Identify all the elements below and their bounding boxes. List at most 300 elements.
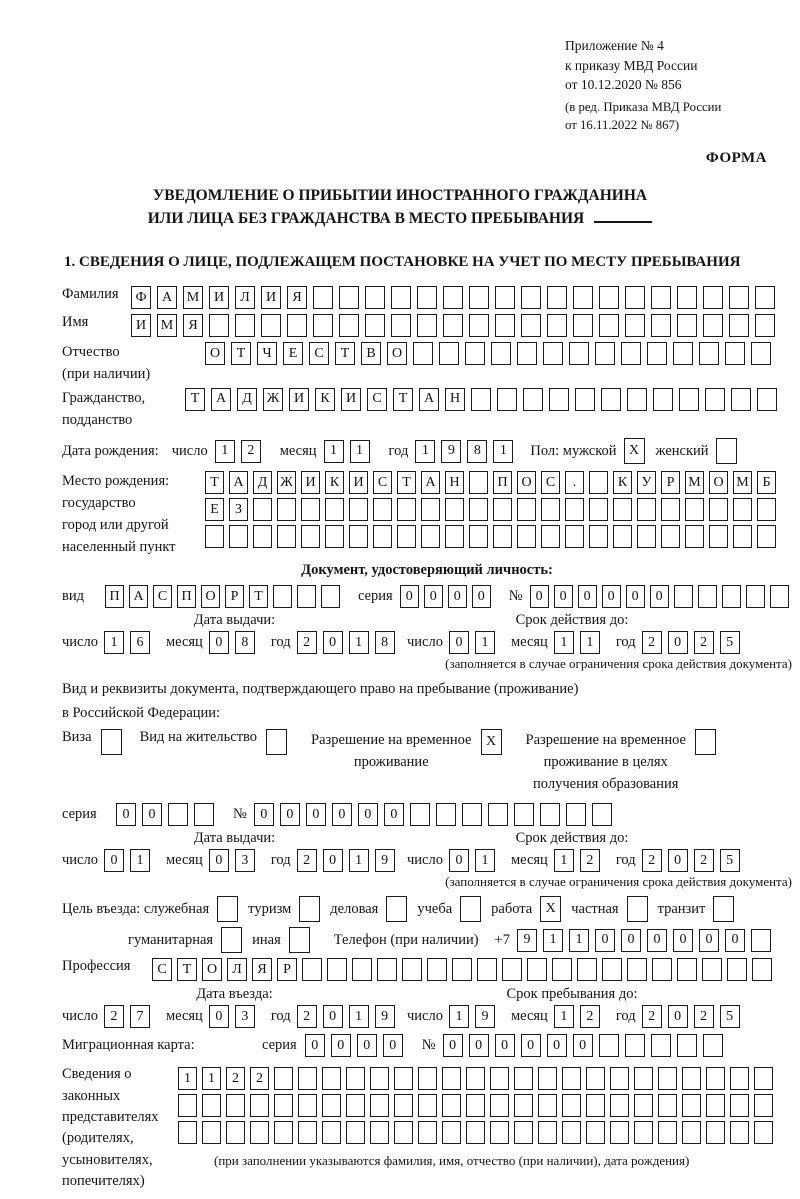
- char-cell[interactable]: [391, 314, 411, 337]
- char-cell[interactable]: 2: [250, 1067, 269, 1090]
- char-cell[interactable]: Т: [177, 958, 197, 981]
- patronymic-cells[interactable]: [205, 342, 777, 365]
- char-cell[interactable]: [754, 1121, 773, 1144]
- char-cell[interactable]: 2: [694, 1005, 714, 1028]
- char-cell[interactable]: [466, 1121, 485, 1144]
- char-cell[interactable]: [445, 525, 464, 548]
- birth-month-cells[interactable]: [324, 440, 376, 463]
- char-cell[interactable]: 8: [375, 631, 395, 654]
- char-cell[interactable]: [427, 958, 447, 981]
- char-cell[interactable]: [658, 1094, 677, 1117]
- char-cell[interactable]: [586, 1121, 605, 1144]
- char-cell[interactable]: [469, 286, 489, 309]
- char-cell[interactable]: [469, 498, 488, 521]
- char-cell[interactable]: 0: [547, 1034, 567, 1057]
- char-cell[interactable]: [746, 585, 765, 608]
- char-cell[interactable]: [370, 1067, 389, 1090]
- char-cell[interactable]: 2: [580, 1005, 600, 1028]
- purpose-private-checkbox[interactable]: [627, 896, 648, 922]
- char-cell[interactable]: [725, 342, 745, 365]
- char-cell[interactable]: [599, 1034, 619, 1057]
- char-cell[interactable]: [466, 1094, 485, 1117]
- doc-valid-day-cells[interactable]: [449, 631, 501, 654]
- char-cell[interactable]: 5: [720, 631, 740, 654]
- char-cell[interactable]: [394, 1121, 413, 1144]
- char-cell[interactable]: А: [419, 388, 439, 411]
- char-cell[interactable]: [346, 1121, 365, 1144]
- char-cell[interactable]: [706, 1121, 725, 1144]
- char-cell[interactable]: Т: [249, 585, 268, 608]
- char-cell[interactable]: [592, 803, 612, 826]
- char-cell[interactable]: 3: [235, 849, 255, 872]
- char-cell[interactable]: [703, 1034, 723, 1057]
- char-cell[interactable]: [751, 929, 771, 952]
- char-cell[interactable]: 0: [400, 585, 419, 608]
- char-cell[interactable]: [250, 1094, 269, 1117]
- char-cell[interactable]: 0: [280, 803, 300, 826]
- char-cell[interactable]: 1: [554, 1005, 574, 1028]
- doc-issue-day-cells[interactable]: [104, 631, 156, 654]
- char-cell[interactable]: 0: [668, 1005, 688, 1028]
- char-cell[interactable]: 1: [215, 440, 235, 463]
- birth-place-row2-cells[interactable]: [205, 498, 781, 521]
- stay-doc-number-cells[interactable]: [254, 803, 618, 826]
- char-cell[interactable]: [658, 1067, 677, 1090]
- char-cell[interactable]: [677, 314, 697, 337]
- char-cell[interactable]: [168, 803, 188, 826]
- char-cell[interactable]: [573, 314, 593, 337]
- char-cell[interactable]: С: [367, 388, 387, 411]
- char-cell[interactable]: [627, 896, 648, 922]
- char-cell[interactable]: [469, 525, 488, 548]
- birth-day-cells[interactable]: [215, 440, 267, 463]
- name-cells[interactable]: [131, 314, 781, 337]
- char-cell[interactable]: Р: [277, 958, 297, 981]
- char-cell[interactable]: 0: [383, 1034, 403, 1057]
- char-cell[interactable]: [562, 1121, 581, 1144]
- char-cell[interactable]: [634, 1067, 653, 1090]
- char-cell[interactable]: Т: [393, 388, 413, 411]
- char-cell[interactable]: [770, 585, 789, 608]
- char-cell[interactable]: Ф: [131, 286, 151, 309]
- char-cell[interactable]: [730, 1067, 749, 1090]
- char-cell[interactable]: [661, 525, 680, 548]
- char-cell[interactable]: [287, 314, 307, 337]
- char-cell[interactable]: [299, 896, 320, 922]
- char-cell[interactable]: X: [624, 438, 645, 464]
- char-cell[interactable]: [695, 729, 716, 755]
- char-cell[interactable]: [589, 498, 608, 521]
- char-cell[interactable]: 8: [467, 440, 487, 463]
- citizenship-cells[interactable]: [185, 388, 783, 411]
- char-cell[interactable]: 7: [130, 1005, 150, 1028]
- char-cell[interactable]: 0: [573, 1034, 593, 1057]
- char-cell[interactable]: А: [421, 471, 440, 494]
- char-cell[interactable]: 1: [554, 849, 574, 872]
- char-cell[interactable]: 0: [449, 631, 469, 654]
- char-cell[interactable]: 1: [580, 631, 600, 654]
- migration-series-cells[interactable]: [305, 1034, 409, 1057]
- char-cell[interactable]: О: [205, 342, 225, 365]
- stay-month-cells[interactable]: [554, 1005, 606, 1028]
- char-cell[interactable]: [610, 1067, 629, 1090]
- char-cell[interactable]: [297, 585, 316, 608]
- char-cell[interactable]: [713, 896, 734, 922]
- char-cell[interactable]: [413, 342, 433, 365]
- char-cell[interactable]: [573, 286, 593, 309]
- char-cell[interactable]: 3: [235, 1005, 255, 1028]
- char-cell[interactable]: [709, 498, 728, 521]
- char-cell[interactable]: А: [211, 388, 231, 411]
- char-cell[interactable]: Ж: [277, 471, 296, 494]
- char-cell[interactable]: 0: [331, 1034, 351, 1057]
- char-cell[interactable]: П: [177, 585, 196, 608]
- char-cell[interactable]: [757, 498, 776, 521]
- char-cell[interactable]: [610, 1121, 629, 1144]
- char-cell[interactable]: Л: [235, 286, 255, 309]
- char-cell[interactable]: [178, 1121, 197, 1144]
- char-cell[interactable]: [651, 1034, 671, 1057]
- char-cell[interactable]: И: [289, 388, 309, 411]
- char-cell[interactable]: [370, 1121, 389, 1144]
- char-cell[interactable]: [209, 314, 229, 337]
- entry-day-cells[interactable]: [104, 1005, 156, 1028]
- char-cell[interactable]: [521, 314, 541, 337]
- char-cell[interactable]: 9: [375, 1005, 395, 1028]
- char-cell[interactable]: [439, 342, 459, 365]
- char-cell[interactable]: И: [301, 471, 320, 494]
- char-cell[interactable]: К: [613, 471, 632, 494]
- char-cell[interactable]: [754, 1094, 773, 1117]
- char-cell[interactable]: [202, 1094, 221, 1117]
- char-cell[interactable]: [705, 388, 725, 411]
- char-cell[interactable]: Л: [227, 958, 247, 981]
- char-cell[interactable]: [346, 1094, 365, 1117]
- char-cell[interactable]: [702, 958, 722, 981]
- char-cell[interactable]: 0: [384, 803, 404, 826]
- legal-reps-row3-cells[interactable]: [178, 1121, 778, 1144]
- char-cell[interactable]: [502, 958, 522, 981]
- char-cell[interactable]: [101, 729, 122, 755]
- char-cell[interactable]: К: [315, 388, 335, 411]
- char-cell[interactable]: М: [733, 471, 752, 494]
- char-cell[interactable]: [313, 286, 333, 309]
- char-cell[interactable]: [261, 314, 281, 337]
- char-cell[interactable]: [298, 1121, 317, 1144]
- char-cell[interactable]: [625, 314, 645, 337]
- char-cell[interactable]: [541, 525, 560, 548]
- char-cell[interactable]: 2: [226, 1067, 245, 1090]
- char-cell[interactable]: [442, 1121, 461, 1144]
- char-cell[interactable]: [658, 1121, 677, 1144]
- char-cell[interactable]: [703, 286, 723, 309]
- char-cell[interactable]: [731, 388, 751, 411]
- char-cell[interactable]: [543, 342, 563, 365]
- char-cell[interactable]: [730, 1121, 749, 1144]
- char-cell[interactable]: 0: [323, 631, 343, 654]
- char-cell[interactable]: [277, 498, 296, 521]
- stay-doc-issue-year-cells[interactable]: [297, 849, 401, 872]
- char-cell[interactable]: [685, 498, 704, 521]
- char-cell[interactable]: С: [541, 471, 560, 494]
- char-cell[interactable]: С: [153, 585, 172, 608]
- char-cell[interactable]: 0: [668, 631, 688, 654]
- char-cell[interactable]: [547, 314, 567, 337]
- char-cell[interactable]: [709, 525, 728, 548]
- char-cell[interactable]: [754, 1067, 773, 1090]
- char-cell[interactable]: [575, 388, 595, 411]
- char-cell[interactable]: [589, 525, 608, 548]
- char-cell[interactable]: [301, 525, 320, 548]
- doc-valid-year-cells[interactable]: [642, 631, 746, 654]
- char-cell[interactable]: 0: [116, 803, 136, 826]
- char-cell[interactable]: [490, 1067, 509, 1090]
- char-cell[interactable]: [517, 525, 536, 548]
- birth-place-row1-cells[interactable]: [205, 471, 781, 494]
- char-cell[interactable]: 2: [694, 849, 714, 872]
- char-cell[interactable]: [586, 1067, 605, 1090]
- char-cell[interactable]: 0: [647, 929, 667, 952]
- char-cell[interactable]: [727, 958, 747, 981]
- char-cell[interactable]: 1: [130, 849, 150, 872]
- char-cell[interactable]: [527, 958, 547, 981]
- char-cell[interactable]: [716, 438, 737, 464]
- char-cell[interactable]: [442, 1094, 461, 1117]
- char-cell[interactable]: [497, 388, 517, 411]
- char-cell[interactable]: [699, 342, 719, 365]
- char-cell[interactable]: 0: [443, 1034, 463, 1057]
- char-cell[interactable]: [538, 1121, 557, 1144]
- char-cell[interactable]: Т: [231, 342, 251, 365]
- char-cell[interactable]: [722, 585, 741, 608]
- char-cell[interactable]: [757, 525, 776, 548]
- char-cell[interactable]: [325, 498, 344, 521]
- char-cell[interactable]: [706, 1094, 725, 1117]
- char-cell[interactable]: Т: [397, 471, 416, 494]
- stay-year-cells[interactable]: [642, 1005, 746, 1028]
- char-cell[interactable]: У: [637, 471, 656, 494]
- char-cell[interactable]: В: [361, 342, 381, 365]
- char-cell[interactable]: И: [341, 388, 361, 411]
- char-cell[interactable]: [733, 525, 752, 548]
- char-cell[interactable]: [322, 1121, 341, 1144]
- char-cell[interactable]: А: [129, 585, 148, 608]
- char-cell[interactable]: 9: [517, 929, 537, 952]
- char-cell[interactable]: [601, 388, 621, 411]
- char-cell[interactable]: [673, 342, 693, 365]
- char-cell[interactable]: 0: [209, 1005, 229, 1028]
- char-cell[interactable]: [682, 1067, 701, 1090]
- char-cell[interactable]: [627, 388, 647, 411]
- char-cell[interactable]: [488, 803, 508, 826]
- char-cell[interactable]: [465, 342, 485, 365]
- char-cell[interactable]: [452, 958, 472, 981]
- doc-valid-month-cells[interactable]: [554, 631, 606, 654]
- char-cell[interactable]: 5: [720, 849, 740, 872]
- char-cell[interactable]: [421, 525, 440, 548]
- char-cell[interactable]: 9: [375, 849, 395, 872]
- char-cell[interactable]: [274, 1121, 293, 1144]
- doc-issue-year-cells[interactable]: [297, 631, 401, 654]
- char-cell[interactable]: [677, 286, 697, 309]
- char-cell[interactable]: [733, 498, 752, 521]
- char-cell[interactable]: [373, 525, 392, 548]
- char-cell[interactable]: 1: [415, 440, 435, 463]
- char-cell[interactable]: П: [105, 585, 124, 608]
- char-cell[interactable]: [495, 314, 515, 337]
- char-cell[interactable]: X: [481, 729, 502, 755]
- char-cell[interactable]: [569, 342, 589, 365]
- char-cell[interactable]: [729, 314, 749, 337]
- char-cell[interactable]: 1: [475, 849, 495, 872]
- char-cell[interactable]: Д: [237, 388, 257, 411]
- char-cell[interactable]: 0: [650, 585, 669, 608]
- char-cell[interactable]: [538, 1067, 557, 1090]
- char-cell[interactable]: [462, 803, 482, 826]
- char-cell[interactable]: Я: [252, 958, 272, 981]
- stay-doc-series-cells[interactable]: [116, 803, 220, 826]
- char-cell[interactable]: Я: [287, 286, 307, 309]
- char-cell[interactable]: 1: [349, 631, 369, 654]
- char-cell[interactable]: [621, 342, 641, 365]
- char-cell[interactable]: 1: [569, 929, 589, 952]
- char-cell[interactable]: [365, 314, 385, 337]
- char-cell[interactable]: [674, 585, 693, 608]
- migration-number-cells[interactable]: [443, 1034, 729, 1057]
- char-cell[interactable]: 2: [642, 631, 662, 654]
- char-cell[interactable]: Т: [185, 388, 205, 411]
- char-cell[interactable]: [677, 1034, 697, 1057]
- char-cell[interactable]: И: [131, 314, 151, 337]
- char-cell[interactable]: 0: [305, 1034, 325, 1057]
- char-cell[interactable]: [490, 1121, 509, 1144]
- char-cell[interactable]: 9: [475, 1005, 495, 1028]
- char-cell[interactable]: [339, 286, 359, 309]
- purpose-study-checkbox[interactable]: [460, 896, 481, 922]
- char-cell[interactable]: [625, 1034, 645, 1057]
- char-cell[interactable]: [706, 1067, 725, 1090]
- char-cell[interactable]: [445, 498, 464, 521]
- char-cell[interactable]: [565, 525, 584, 548]
- char-cell[interactable]: 1: [475, 631, 495, 654]
- char-cell[interactable]: [477, 958, 497, 981]
- char-cell[interactable]: К: [325, 471, 344, 494]
- char-cell[interactable]: [471, 388, 491, 411]
- visa-checkbox[interactable]: [101, 729, 122, 755]
- char-cell[interactable]: [514, 803, 534, 826]
- char-cell[interactable]: [589, 471, 608, 494]
- char-cell[interactable]: [397, 498, 416, 521]
- entry-month-cells[interactable]: [209, 1005, 261, 1028]
- char-cell[interactable]: [226, 1121, 245, 1144]
- sex-female-checkbox[interactable]: [716, 438, 737, 464]
- char-cell[interactable]: [514, 1121, 533, 1144]
- temp-residence-edu-checkbox[interactable]: [695, 729, 716, 755]
- char-cell[interactable]: 2: [580, 849, 600, 872]
- char-cell[interactable]: [562, 1094, 581, 1117]
- char-cell[interactable]: 0: [668, 849, 688, 872]
- char-cell[interactable]: [352, 958, 372, 981]
- char-cell[interactable]: [538, 1094, 557, 1117]
- char-cell[interactable]: 0: [306, 803, 326, 826]
- doc-type-cells[interactable]: [105, 585, 345, 608]
- char-cell[interactable]: И: [261, 286, 281, 309]
- char-cell[interactable]: [490, 1094, 509, 1117]
- char-cell[interactable]: [349, 498, 368, 521]
- char-cell[interactable]: [370, 1094, 389, 1117]
- char-cell[interactable]: [682, 1094, 701, 1117]
- char-cell[interactable]: X: [540, 896, 561, 922]
- char-cell[interactable]: И: [349, 471, 368, 494]
- char-cell[interactable]: 2: [297, 1005, 317, 1028]
- char-cell[interactable]: [703, 314, 723, 337]
- char-cell[interactable]: [637, 498, 656, 521]
- char-cell[interactable]: Е: [283, 342, 303, 365]
- char-cell[interactable]: [277, 525, 296, 548]
- char-cell[interactable]: [178, 1094, 197, 1117]
- birth-year-cells[interactable]: [415, 440, 519, 463]
- purpose-other-checkbox[interactable]: [289, 927, 310, 953]
- sex-male-checkbox[interactable]: [624, 438, 645, 464]
- char-cell[interactable]: [253, 525, 272, 548]
- char-cell[interactable]: [565, 498, 584, 521]
- char-cell[interactable]: [549, 388, 569, 411]
- char-cell[interactable]: [418, 1094, 437, 1117]
- char-cell[interactable]: [495, 286, 515, 309]
- char-cell[interactable]: [250, 1121, 269, 1144]
- char-cell[interactable]: [517, 498, 536, 521]
- char-cell[interactable]: Д: [253, 471, 272, 494]
- char-cell[interactable]: [647, 342, 667, 365]
- stay-doc-valid-year-cells[interactable]: [642, 849, 746, 872]
- stay-day-cells[interactable]: [449, 1005, 501, 1028]
- char-cell[interactable]: 0: [104, 849, 124, 872]
- char-cell[interactable]: [755, 314, 775, 337]
- char-cell[interactable]: 2: [642, 1005, 662, 1028]
- char-cell[interactable]: 1: [350, 440, 370, 463]
- char-cell[interactable]: [586, 1094, 605, 1117]
- char-cell[interactable]: 0: [699, 929, 719, 952]
- char-cell[interactable]: 2: [297, 631, 317, 654]
- char-cell[interactable]: [562, 1067, 581, 1090]
- char-cell[interactable]: [469, 314, 489, 337]
- char-cell[interactable]: 0: [357, 1034, 377, 1057]
- purpose-humanitarian-checkbox[interactable]: [221, 927, 242, 953]
- char-cell[interactable]: 0: [673, 929, 693, 952]
- char-cell[interactable]: Е: [205, 498, 224, 521]
- char-cell[interactable]: Ж: [263, 388, 283, 411]
- char-cell[interactable]: [266, 729, 287, 755]
- char-cell[interactable]: [346, 1067, 365, 1090]
- char-cell[interactable]: [466, 1067, 485, 1090]
- char-cell[interactable]: 1: [324, 440, 344, 463]
- char-cell[interactable]: 1: [543, 929, 563, 952]
- char-cell[interactable]: [327, 958, 347, 981]
- char-cell[interactable]: [253, 498, 272, 521]
- char-cell[interactable]: 1: [493, 440, 513, 463]
- purpose-tourism-checkbox[interactable]: [299, 896, 320, 922]
- char-cell[interactable]: 0: [521, 1034, 541, 1057]
- char-cell[interactable]: 8: [235, 631, 255, 654]
- char-cell[interactable]: А: [229, 471, 248, 494]
- char-cell[interactable]: 1: [202, 1067, 221, 1090]
- char-cell[interactable]: [599, 314, 619, 337]
- doc-number-cells[interactable]: [530, 585, 794, 608]
- char-cell[interactable]: [394, 1067, 413, 1090]
- char-cell[interactable]: С: [373, 471, 392, 494]
- char-cell[interactable]: [521, 286, 541, 309]
- char-cell[interactable]: 0: [448, 585, 467, 608]
